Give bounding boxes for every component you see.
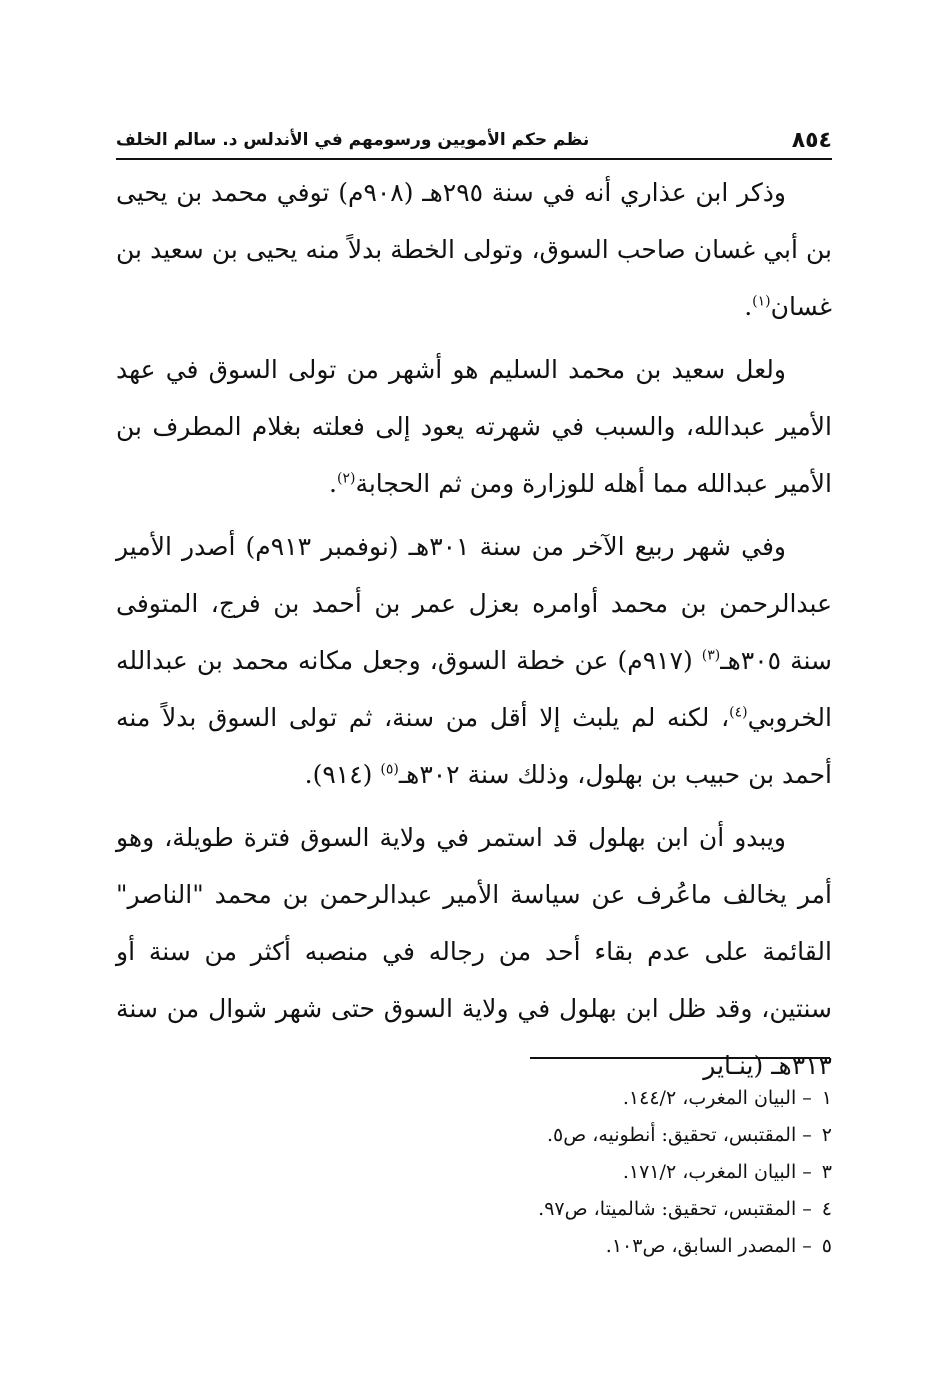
footnote-reference: (٣) [701, 647, 721, 664]
body-text [116, 164, 832, 1100]
paragraph [116, 341, 832, 512]
footnote [116, 1080, 832, 1117]
footnote-separator [530, 1057, 830, 1059]
paragraph-text: وذكر ابن عذاري أنه في سنة ٢٩٥هـ (٩٠٨م) توفي محمد بن يحيى بن أبي غسان صاحب السوق، وتولى الخطة بدلاً منه يحيى بن سعيد بن غسان [116, 178, 832, 321]
running-title: نظم حكم الأمويين ورسومهم في الأندلس د. سالم الخلف [116, 130, 590, 150]
footnote [116, 1228, 832, 1265]
footnote-text: – البيان المغرب، ١٧١/٢. [622, 1161, 812, 1183]
footnote-reference: (٥) [380, 761, 399, 778]
footnote-text: – البيان المغرب، ١٤٤/٢. [622, 1087, 812, 1109]
page-number: ٨٥٤ [791, 127, 832, 153]
paragraph [116, 164, 832, 335]
footnote [116, 1154, 832, 1191]
footnote-number: ٥ [821, 1235, 832, 1257]
paragraph-text: ويبدو أن ابن بهلول قد استمر في ولاية السوق فترة طويلة، وهو أمر يخالف ماعُرف عن سياسة الأمير عبدالرحمن بن محمد "الناصر" القائمة على عدم بقاء أحد من رجاله في منصبه أكثر من سنة أو سنتين، وقد ظل ابن بهلول في ولاية السوق حتى شهر شوال من سنة ٣١٣هـ (ينـاير [116, 823, 832, 1080]
footnote [116, 1191, 832, 1228]
page-header [116, 122, 832, 160]
paragraph [116, 809, 832, 1094]
paragraph-text: وفي شهر ربيع الآخر من سنة ٣٠١هـ (نوفمبر ٩١٣م) أصدر الأمير عبدالرحمن بن محمد أوامره بعزل عمر بن أحمد بن فرج، المتوفى سنة ٣٠٥هـ [116, 532, 833, 675]
footnote-text: – المقتبس، تحقيق: شالميتا، ص٩٧. [538, 1198, 812, 1220]
paragraph [116, 518, 832, 803]
footnote-reference: (٢) [336, 470, 356, 487]
paragraph-text: ، لكنه لم يلبث إلا أقل من سنة، ثم تولى السوق بدلاً منه أحمد بن حبيب بن بهلول، وذلك سنة ٣٠٢هـ [116, 703, 832, 789]
footnote-number: ١ [821, 1087, 832, 1109]
footnotes [116, 1080, 832, 1265]
footnote-reference: (٤) [729, 704, 748, 721]
paragraph-text: (٩١٧م) عن خطة السوق، وجعل مكانه محمد بن عبدالله الخروبي [116, 646, 832, 732]
footnote-text: – المصدر السابق، ص١٠٣. [605, 1235, 812, 1257]
paragraph-text: . [744, 292, 753, 321]
footnote-number: ٤ [821, 1198, 832, 1220]
footnote-reference: (١) [752, 293, 771, 310]
paragraph-text: . [329, 469, 337, 498]
paragraph-text: (٩١٤). [304, 760, 381, 789]
footnote-text: – المقتبس، تحقيق: أنطونيه، ص٥. [546, 1124, 812, 1146]
paragraph-text: ولعل سعيد بن محمد السليم هو أشهر من تولى السوق في عهد الأمير عبدالله، والسبب في شهرته يعود إلى فعلته بغلام المطرف بن الأمير عبدالله مما أهله للوزارة ومن ثم الحجابة [116, 355, 832, 498]
footnote-number: ٢ [821, 1124, 832, 1146]
footnote-number: ٣ [821, 1161, 832, 1183]
footnote [116, 1117, 832, 1154]
